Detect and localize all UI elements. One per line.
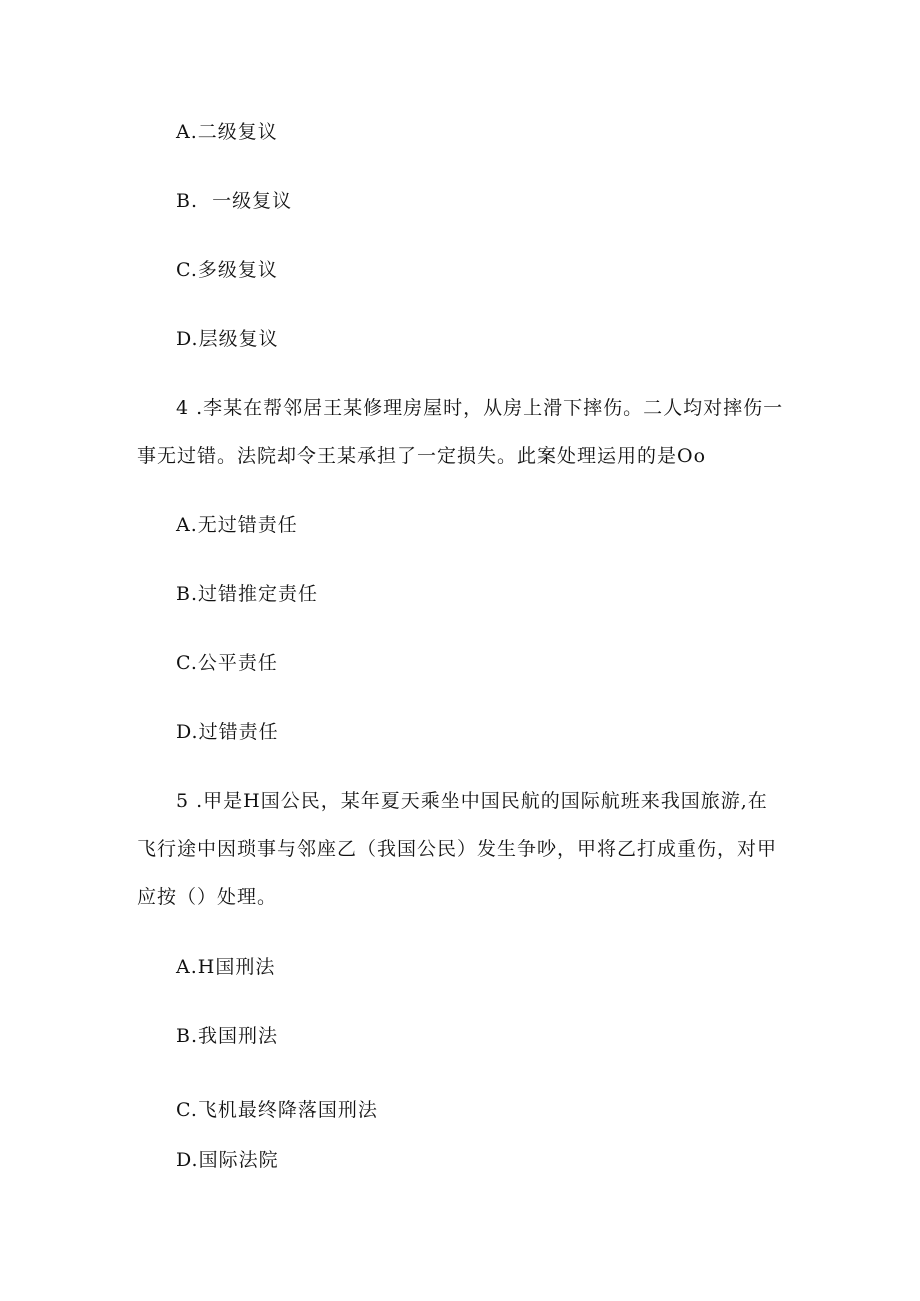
q4-option-c: C.公平责任 <box>176 652 278 674</box>
q4-option-b: B.过错推定责任 <box>176 583 319 605</box>
q4-option-d: D.过错责任 <box>176 721 279 743</box>
q5-stem-line-2: 飞行途中因琐事与邻座乙（我国公民）发生争吵，甲将乙打成重伤，对甲 <box>137 838 778 860</box>
q5-stem-line-3: 应按（）处理。 <box>137 886 278 908</box>
q4-stem-line-2: 事无过错。法院却令王某承担了一定损失。此案处理运用的是Oo <box>137 445 707 467</box>
q5-option-a: A.H国刑法 <box>176 956 276 978</box>
q4-stem-line-1: 4 .李某在帮邻居王某修理房屋时，从房上滑下摔伤。二人均对摔伤一 <box>176 397 784 419</box>
q5-option-b: B.我国刑法 <box>176 1025 279 1047</box>
q5-option-d: D.国际法院 <box>176 1149 279 1171</box>
q4-option-a: A.无过错责任 <box>176 514 298 536</box>
q3-option-a: A.二级复议 <box>176 121 278 143</box>
q5-option-c: C.飞机最终降落国刑法 <box>176 1099 378 1121</box>
q5-stem-line-1: 5 .甲是H国公民，某年夏天乘坐中国民航的国际航班来我国旅游,在 <box>176 790 768 812</box>
q3-option-d: D.层级复议 <box>176 328 279 350</box>
q3-option-c: C.多级复议 <box>176 259 278 281</box>
q3-option-b: B. 一级复议 <box>176 190 293 212</box>
